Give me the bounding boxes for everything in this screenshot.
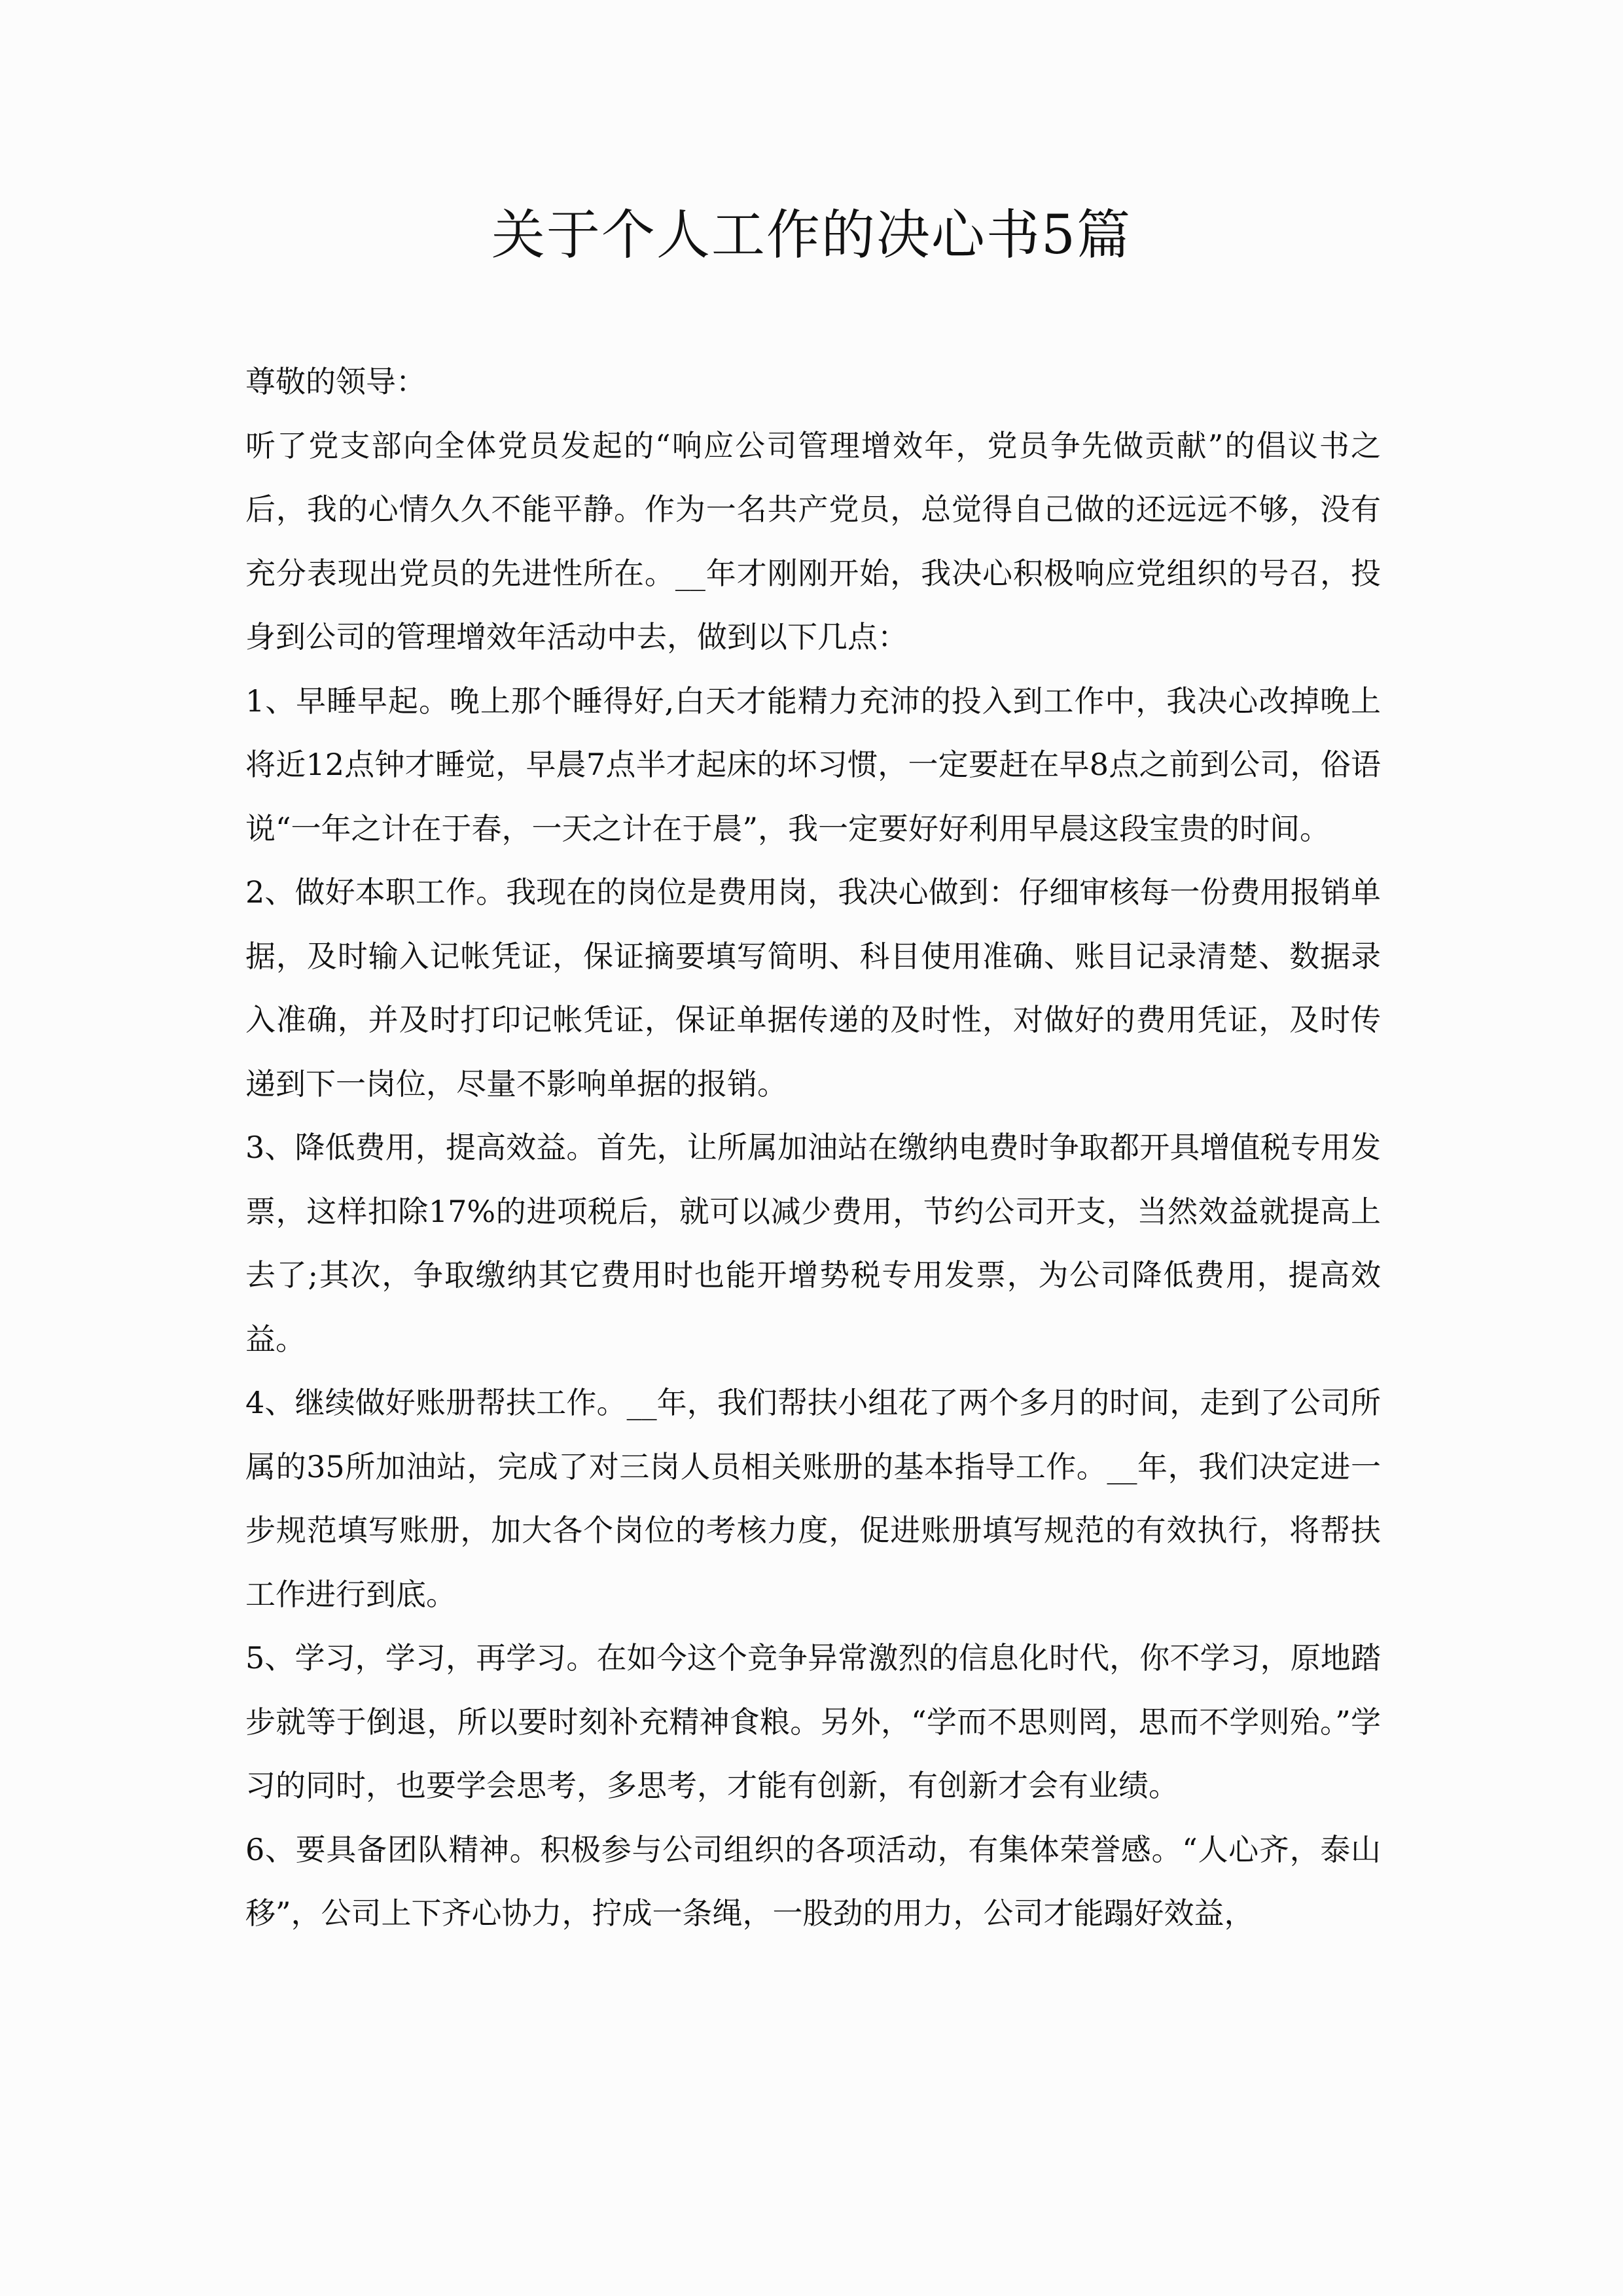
document-body (245, 350, 1381, 1946)
point-1-paragraph: 1、早睡早起。晚上那个睡得好,白天才能精力充沛的投入到工作中，我决心改掉晚上将近12点钟才睡觉，早晨7点半才起床的坏习惯，一定要赶在早8点之前到公司，俗语说“一年之计在于春，一天之计在于晨”，我一定要好好利用早晨这段宝贵的时间。 (245, 683, 1381, 846)
salutation: 尊敬的领导： (245, 364, 426, 399)
point-3-paragraph: 3、降低费用，提高效益。首先，让所属加油站在缴纳电费时争取都开具增值税专用发票，这样扣除17%的进项税后，就可以减少费用，节约公司开支，当然效益就提高上去了;其次，争取缴纳其它费用时也能开增势税专用发票，为公司降低费用，提高效益。 (245, 1130, 1381, 1357)
point-4-paragraph: 4、继续做好账册帮扶工作。__年，我们帮扶小组花了两个多月的时间，走到了公司所属的35所加油站，完成了对三岗人员相关账册的基本指导工作。__年，我们决定进一步规范填写账册，加大各个岗位的考核力度，促进账册填写规范的有效执行，将帮扶工作进行到底。 (245, 1385, 1381, 1612)
intro-paragraph: 听了党支部向全体党员发起的“响应公司管理增效年，党员争先做贡献”的倡议书之后，我的心情久久不能平静。作为一名共产党员，总觉得自己做的还远远不够，没有充分表现出党员的先进性所在。__年才刚刚开始，我决心积极响应党组织的号召，投身到公司的管理增效年活动中去，做到以下几点： (245, 427, 1381, 655)
point-5-paragraph: 5、学习，学习，再学习。在如今这个竞争异常激烈的信息化时代，你不学习，原地踏步就等于倒退，所以要时刻补充精神食粮。另外，“学而不思则罔，思而不学则殆。”学习的同时，也要学会思考，多思考，才能有创新，有创新才会有业绩。 (245, 1640, 1381, 1803)
point-2-paragraph: 2、做好本职工作。我现在的岗位是费用岗，我决心做到：仔细审核每一份费用报销单据，及时输入记帐凭证，保证摘要填写简明、科目使用准确、账目记录清楚、数据录入准确，并及时打印记帐凭证，保证单据传递的及时性，对做好的费用凭证，及时传递到下一岗位，尽量不影响单据的报销。 (245, 874, 1381, 1102)
point-6-paragraph: 6、要具备团队精神。积极参与公司组织的各项活动，有集体荣誉感。“人心齐，泰山移”，公司上下齐心协力，拧成一条绳，一股劲的用力，公司才能蹋好效益， (245, 1831, 1381, 1931)
document-title: 关于个人工作的决心书5篇 (491, 204, 1132, 266)
